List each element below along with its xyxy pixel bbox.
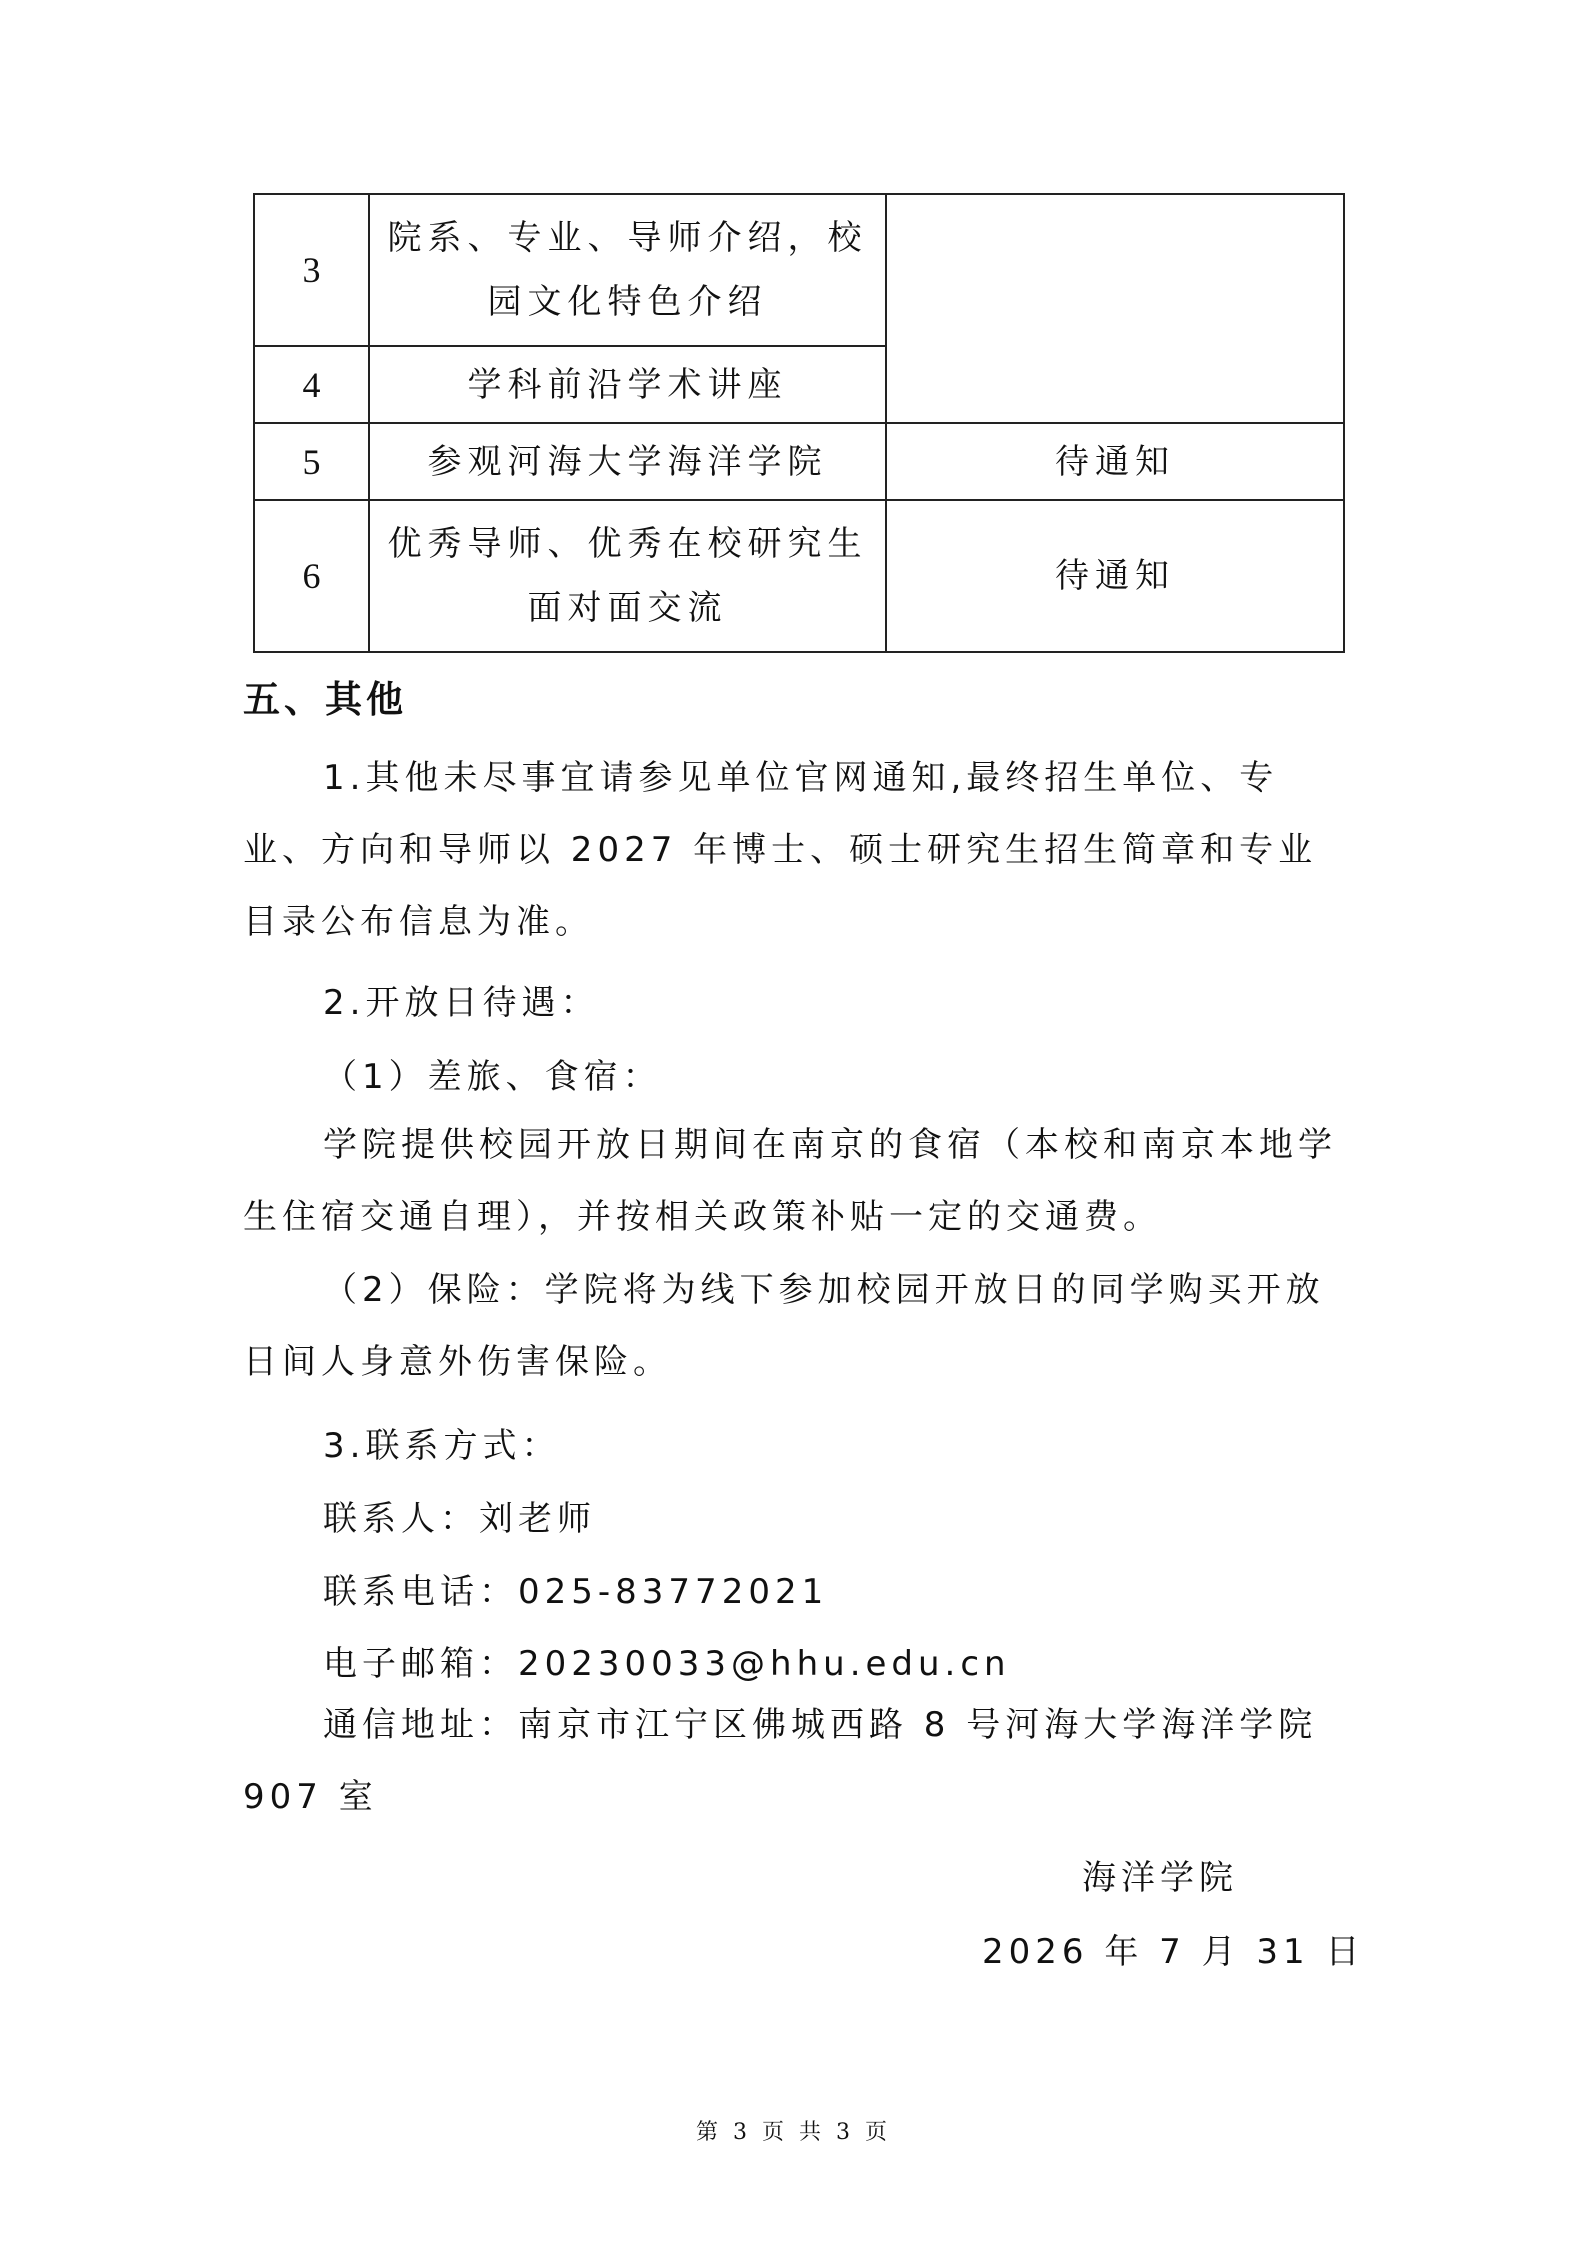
section-title: 五、其他 [243, 678, 407, 721]
contact-address: 通信地址：南京市江宁区佛城西路 8 号河海大学海洋学院 907 室 [243, 1705, 1318, 1817]
row-content-line: 面对面交流 [527, 588, 728, 628]
item2-sub1-title: （1）差旅、食宿： [323, 1057, 662, 1097]
item2-sub1-text: 学院提供校园开放日期间在南京的食宿（本校和南京本地学生住宿交通自理），并按相关政策补贴一定的交通费。 [243, 1125, 1337, 1237]
row-content-line: 优秀导师、优秀在校研究生 [387, 524, 868, 564]
signature-date: 2026 年 7 月 31 日 [982, 1932, 1365, 1972]
item2-sub2-text: （2）保险：学院将为线下参加校园开放日的同学购买开放日间人身意外伤害保险。 [243, 1270, 1325, 1382]
contact-phone: 联系电话：025-83772021 [323, 1572, 829, 1612]
row-content-line: 院系、专业、导师介绍，校 [387, 218, 868, 258]
row-time: 待通知 [886, 423, 1344, 500]
schedule-table [253, 193, 1345, 653]
row-content [369, 500, 886, 652]
item1-paragraph: 1.其他未尽事宜请参见单位官网通知,最终招生单位、专业、方向和导师以 2027 年博士、硕士研究生招生简章和专业目录公布信息为准。 [243, 758, 1318, 942]
page-footer: 第 3 页 共 3 页 [696, 2120, 891, 2145]
row-content-line: 参观河海大学海洋学院 [427, 441, 828, 482]
item2-title: 2.开放日待遇： [323, 983, 600, 1023]
table-row [254, 194, 1344, 346]
row-content-line: 园文化特色介绍 [487, 282, 768, 322]
contact-email: 电子邮箱：20230033@hhu.edu.cn [323, 1644, 1011, 1684]
item3-title: 3.联系方式： [323, 1426, 561, 1466]
row-content [369, 346, 886, 423]
row-number: 4 [254, 346, 369, 423]
row-number: 6 [254, 500, 369, 652]
table-row [254, 500, 1344, 652]
table-row [254, 423, 1344, 500]
row-content-line: 学科前沿学术讲座 [467, 364, 788, 405]
row-content [369, 423, 886, 500]
row-time: 待通知 [886, 500, 1344, 652]
row-number: 5 [254, 423, 369, 500]
signature-org: 海洋学院 [1082, 1858, 1238, 1898]
contact-person: 联系人：刘老师 [323, 1499, 596, 1539]
row-time [886, 194, 1344, 423]
row-number: 3 [254, 194, 369, 346]
row-content [369, 194, 886, 346]
